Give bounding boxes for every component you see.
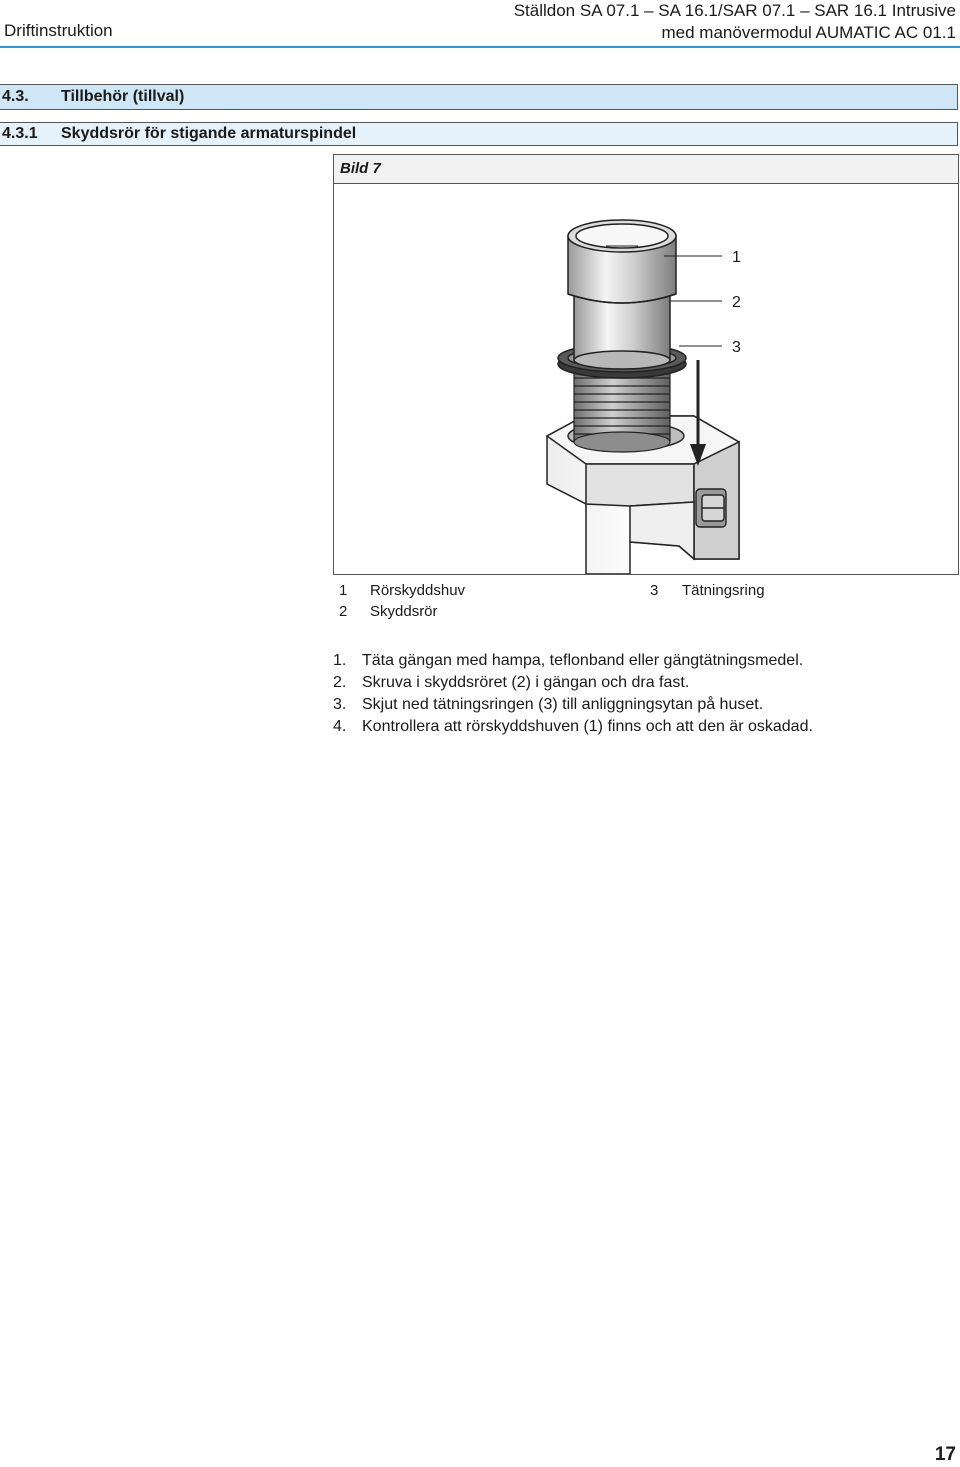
step-number: 1. [333, 652, 347, 669]
step-number: 4. [333, 718, 347, 735]
figure-box [333, 154, 959, 575]
step-item [333, 694, 813, 716]
protection-tube-illustration [334, 184, 958, 574]
legend-num-3: 3 [650, 582, 659, 599]
step-text: Täta gängan med hampa, teflonband eller gängtätningsmedel. [362, 652, 804, 669]
header-rule [0, 46, 960, 48]
section-number: 4.3. [2, 88, 29, 105]
legend-label-1: Rörskyddshuv [370, 582, 466, 599]
protection-cap [568, 220, 676, 303]
step-item [333, 672, 813, 694]
legend-label-2: Skyddsrör [370, 603, 438, 620]
step-item [333, 716, 813, 738]
legend-label-3: Tätningsring [682, 582, 765, 599]
figure-caption: Bild 7 [340, 160, 381, 177]
step-number: 3. [333, 696, 347, 713]
step-text: Skjut ned tätningsringen (3) till anliggningsytan på huset. [362, 696, 764, 713]
header-product-line2: med manövermodul AUMATIC AC 01.1 [661, 23, 956, 42]
subsection-number: 4.3.1 [2, 125, 38, 142]
callout-2: 2 [732, 294, 741, 311]
subsection-title: Skyddsrör för stigande armaturspindel [61, 125, 357, 142]
side-plug [696, 489, 726, 527]
header-product-line1: Ställdon SA 07.1 – SA 16.1/SAR 07.1 – SAR 16.1 Intrusive [513, 1, 956, 20]
step-number: 2. [333, 674, 347, 691]
header-doc-type: Driftinstruktion [4, 21, 113, 40]
section-title: Tillbehör (tillval) [61, 88, 185, 105]
section-heading [0, 84, 958, 110]
step-text: Skruva i skyddsröret (2) i gängan och dra fast. [362, 674, 690, 691]
instruction-steps [333, 650, 813, 738]
callout-1: 1 [732, 249, 741, 266]
step-item [333, 650, 813, 672]
legend-num-2: 2 [339, 603, 348, 620]
protection-tube [574, 294, 670, 369]
header-product [514, 0, 956, 44]
push-down-arrow [690, 360, 706, 466]
legend-num-1: 1 [339, 582, 348, 599]
callout-3: 3 [732, 339, 741, 356]
figure-caption-bar [334, 155, 958, 184]
subsection-heading [0, 122, 958, 146]
step-text: Kontrollera att rörskyddshuven (1) finns och att den är oskadad. [362, 718, 813, 735]
page-number: 17 [934, 1444, 956, 1465]
